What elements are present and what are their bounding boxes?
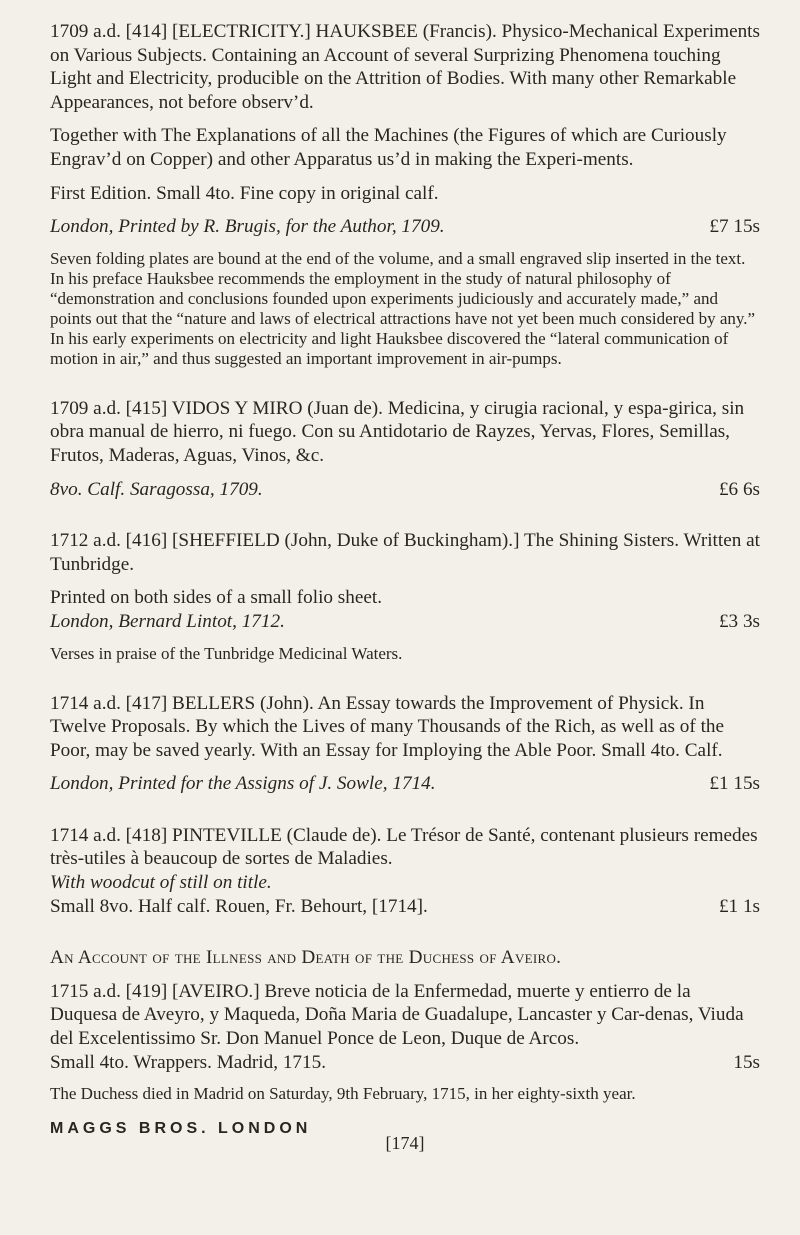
entry-imprint: Small 4to. Wrappers. Madrid, 1715.	[50, 1051, 326, 1073]
imprint-row	[50, 610, 760, 634]
imprint-row	[50, 1051, 760, 1075]
entry-price: 15s	[733, 1051, 760, 1073]
entry-415	[50, 397, 760, 501]
entry-note: Verses in praise of the Tunbridge Medicinal Waters.	[50, 643, 403, 663]
entry-heading: 1712 a.d. [416] [SHEFFIELD (John, Duke of Buckingham).] The Shining Sisters. Written at Tunbridge.	[50, 530, 760, 575]
imprint-row	[50, 215, 760, 239]
entry-price: £1 15s	[709, 773, 760, 795]
entry-heading: 1714 a.d. [418] PINTEVILLE (Claude de). Le Trésor de Santé, contenant plusieurs remedes très-utiles à beaucoup de sortes de Maladies.	[50, 824, 758, 870]
entry-price: £7 15s	[709, 216, 760, 238]
entry-419	[50, 946, 760, 1104]
imprint-row	[50, 478, 760, 502]
imprint-row	[50, 772, 760, 796]
entry-edition: With woodcut of still on title.	[50, 872, 272, 894]
entry-imprint: Small 8vo. Half calf. Rouen, Fr. Behourt, [1714].	[50, 895, 428, 917]
entry-heading: 1709 a.d. [415] VIDOS Y MIRO (Juan de). Medicina, y cirugia racional, y espa-girica, sin obra manual de hierro, ni fuego. Con su Antidotario de Rayzes, Yervas, Flores, Semillas, Frutos, Maderas, Aguas, Vinos, &c.	[50, 397, 745, 466]
entry-417	[50, 692, 760, 796]
entry-price: £1 1s	[718, 895, 760, 917]
page-number: [174]	[385, 1133, 425, 1154]
entry-414	[50, 20, 760, 369]
entry-imprint: 8vo. Calf. Saragossa, 1709.	[50, 478, 263, 500]
publisher-footer: MAGGS BROS. LONDON	[50, 1120, 312, 1137]
entry-note: In his preface Hauksbee recommends the employment in the study of natural philosophy of “demonstration and conclusions founded upon experiments judiciously and accurately made,” and points out that the “nature and laws of electrical attractions have not yet been much considered by any.” In his early experiments on electricity and light Hauksbee discovered the “lateral communication of motion in air,” and thus suggested an important improvement in air-pumps.	[50, 268, 756, 368]
entry-heading: 1715 a.d. [419] [AVEIRO.] Breve noticia de la Enfermedad, muerte y entierro de la Duquesa de Aveyro, y Maqueda, Doña Maria de Guadalupe, Lancaster y Car-denas, Viuda del Excelentissimo Sr. Don Manuel Ponce de Leon, Duque de Arcos.	[50, 980, 744, 1050]
entry-account-title: An Account of the Illness and Death of the Duchess of Aveiro.	[50, 947, 562, 969]
imprint-row	[50, 895, 760, 919]
entry-heading: 1714 a.d. [417] BELLERS (John). An Essay towards the Improvement of Physick. In Twelve Proposals. By which the Lives of many Thousands of the Rich, as well as of the Poor, may be saved yearly. With an Essay for Imploying the Able Poor. Small 4to. Calf.	[50, 692, 725, 761]
entry-edition: First Edition. Small 4to. Fine copy in original calf.	[50, 182, 439, 204]
entry-edition: Printed on both sides of a small folio sheet.	[50, 587, 383, 609]
entry-416	[50, 529, 760, 663]
entry-price: £6 6s	[718, 478, 760, 500]
entry-heading: 1709 a.d. [414] [ELECTRICITY.] HAUKSBEE (Francis). Physico-Mechanical Experiments on Various Subjects. Containing an Account of several Surprizing Phenomena touching Light and Electricity, producible on the Attrition of Bodies. With many other Remarkable Appearances, not before observ’d.	[50, 21, 760, 113]
entry-price: £3 3s	[718, 610, 760, 632]
entry-418	[50, 824, 760, 918]
entry-description: Together with The Explanations of all the Machines (the Figures of which are Curiously Engrav’d on Copper) and other Apparatus us’d in making the Experi-ments.	[50, 125, 727, 170]
catalogue-page	[50, 20, 760, 1156]
entry-imprint: London, Printed for the Assigns of J. Sowle, 1714.	[50, 773, 436, 795]
entry-imprint: London, Bernard Lintot, 1712.	[50, 610, 285, 632]
entry-imprint: London, Printed by R. Brugis, for the Author, 1709.	[50, 216, 445, 238]
entry-note: The Duchess died in Madrid on Saturday, 9th February, 1715, in her eighty-sixth year.	[50, 1084, 636, 1104]
entry-note: Seven folding plates are bound at the end of the volume, and a small engraved slip inserted in the text.	[50, 248, 746, 268]
